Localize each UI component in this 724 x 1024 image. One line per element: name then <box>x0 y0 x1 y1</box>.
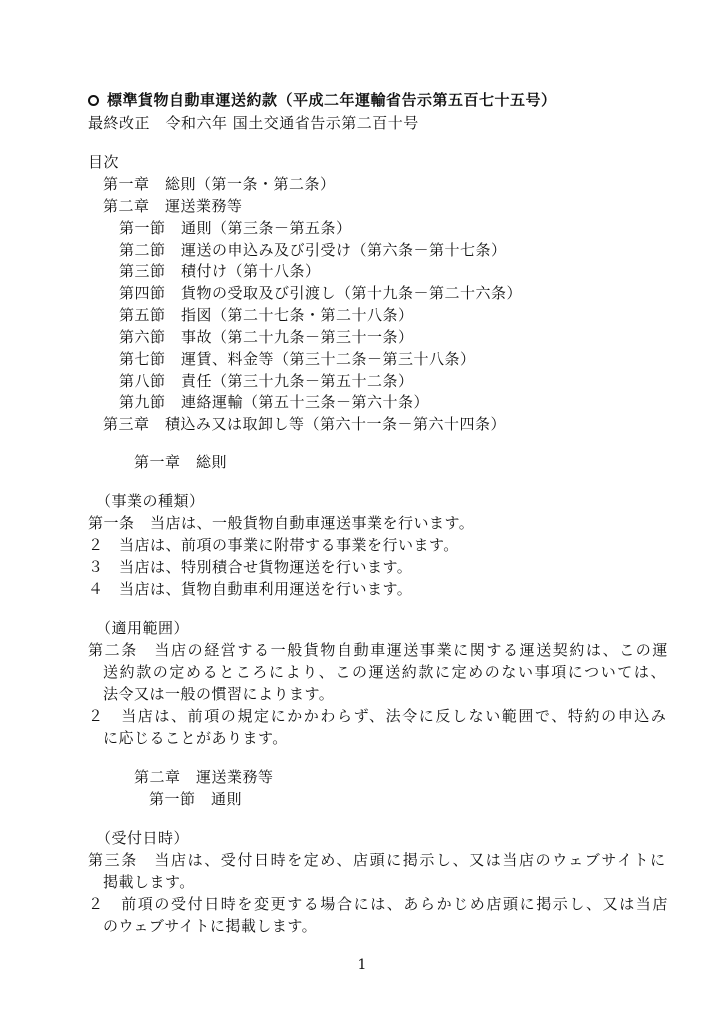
toc-item: 第一節 通則（第三条－第五条） <box>119 219 352 237</box>
article-line: 法令又は一般の慣習によります。 <box>103 685 335 703</box>
toc-item: 第三節 積付け（第十八条） <box>119 262 321 280</box>
article-line: 送約款の定めるところにより、この運送約款に定めのない事項については、 <box>103 663 668 681</box>
article-line: 第二条 当店の経営する一般貨物自動車運送事業に関する運送契約は、この運 <box>88 641 670 659</box>
toc-item: 第二章 運送業務等 <box>103 197 243 215</box>
article-line: 第三条 当店は、受付日時を定め、店頭に掲示し、又は当店のウェブサイトに <box>88 851 667 869</box>
document-title-line <box>88 90 557 110</box>
page-number: 1 <box>357 957 367 973</box>
article-caption: （事業の種類） <box>96 492 205 510</box>
circle-bullet-icon <box>88 95 99 106</box>
toc-item: 第六節 事故（第二十九条－第三十一条） <box>119 328 414 346</box>
section-heading: 第一節 通則 <box>149 790 243 808</box>
toc-item: 第八節 責任（第三十九条－第五十二条） <box>119 372 414 390</box>
article-line: のウェブサイトに掲載します。 <box>103 917 318 935</box>
toc-item: 第二節 運送の申込み及び引受け（第六条－第十七条） <box>119 241 507 259</box>
article-caption: （受付日時） <box>96 829 190 847</box>
article-line: ３ 当店は、特別積合せ貨物運送を行います。 <box>88 558 413 576</box>
article-line: に応じることがあります。 <box>103 729 288 747</box>
toc-item: 第一章 総則（第一条・第二条） <box>103 175 336 193</box>
last-revision: 最終改正 令和六年 国土交通省告示第二百十号 <box>88 114 419 132</box>
document-title: 標準貨物自動車運送約款（平成二年運輸省告示第五百七十五号） <box>107 91 557 109</box>
article-line: 第一条 当店は、一般貨物自動車運送事業を行います。 <box>88 514 475 532</box>
toc-item: 第三章 積込み又は取卸し等（第六十一条－第六十四条） <box>103 415 507 433</box>
article-line: ４ 当店は、貨物自動車利用運送を行います。 <box>88 580 413 598</box>
toc-item: 第九節 連絡運輸（第五十三条－第六十条） <box>119 393 430 411</box>
article-caption: （適用範囲） <box>96 619 190 637</box>
toc-item: 第七節 運賃、料金等（第三十二条－第三十八条） <box>119 350 476 368</box>
toc-heading: 目次 <box>88 153 120 171</box>
article-line: ２ 当店は、前項の事業に附帯する事業を行います。 <box>88 536 459 554</box>
article-line: 掲載します。 <box>103 873 195 891</box>
toc-item: 第五節 指図（第二十七条・第二十八条） <box>119 306 414 324</box>
toc-item: 第四節 貨物の受取及び引渡し（第十九条－第二十六条） <box>119 284 523 302</box>
chapter-heading: 第一章 総則 <box>134 453 228 471</box>
article-line: ２ 前項の受付日時を変更する場合には、あらかじめ店頭に掲示し、又は当店 <box>88 895 670 913</box>
chapter-heading: 第二章 運送業務等 <box>134 768 274 786</box>
article-line: ２ 当店は、前項の規定にかかわらず、法令に反しない範囲で、特約の申込み <box>88 707 668 725</box>
